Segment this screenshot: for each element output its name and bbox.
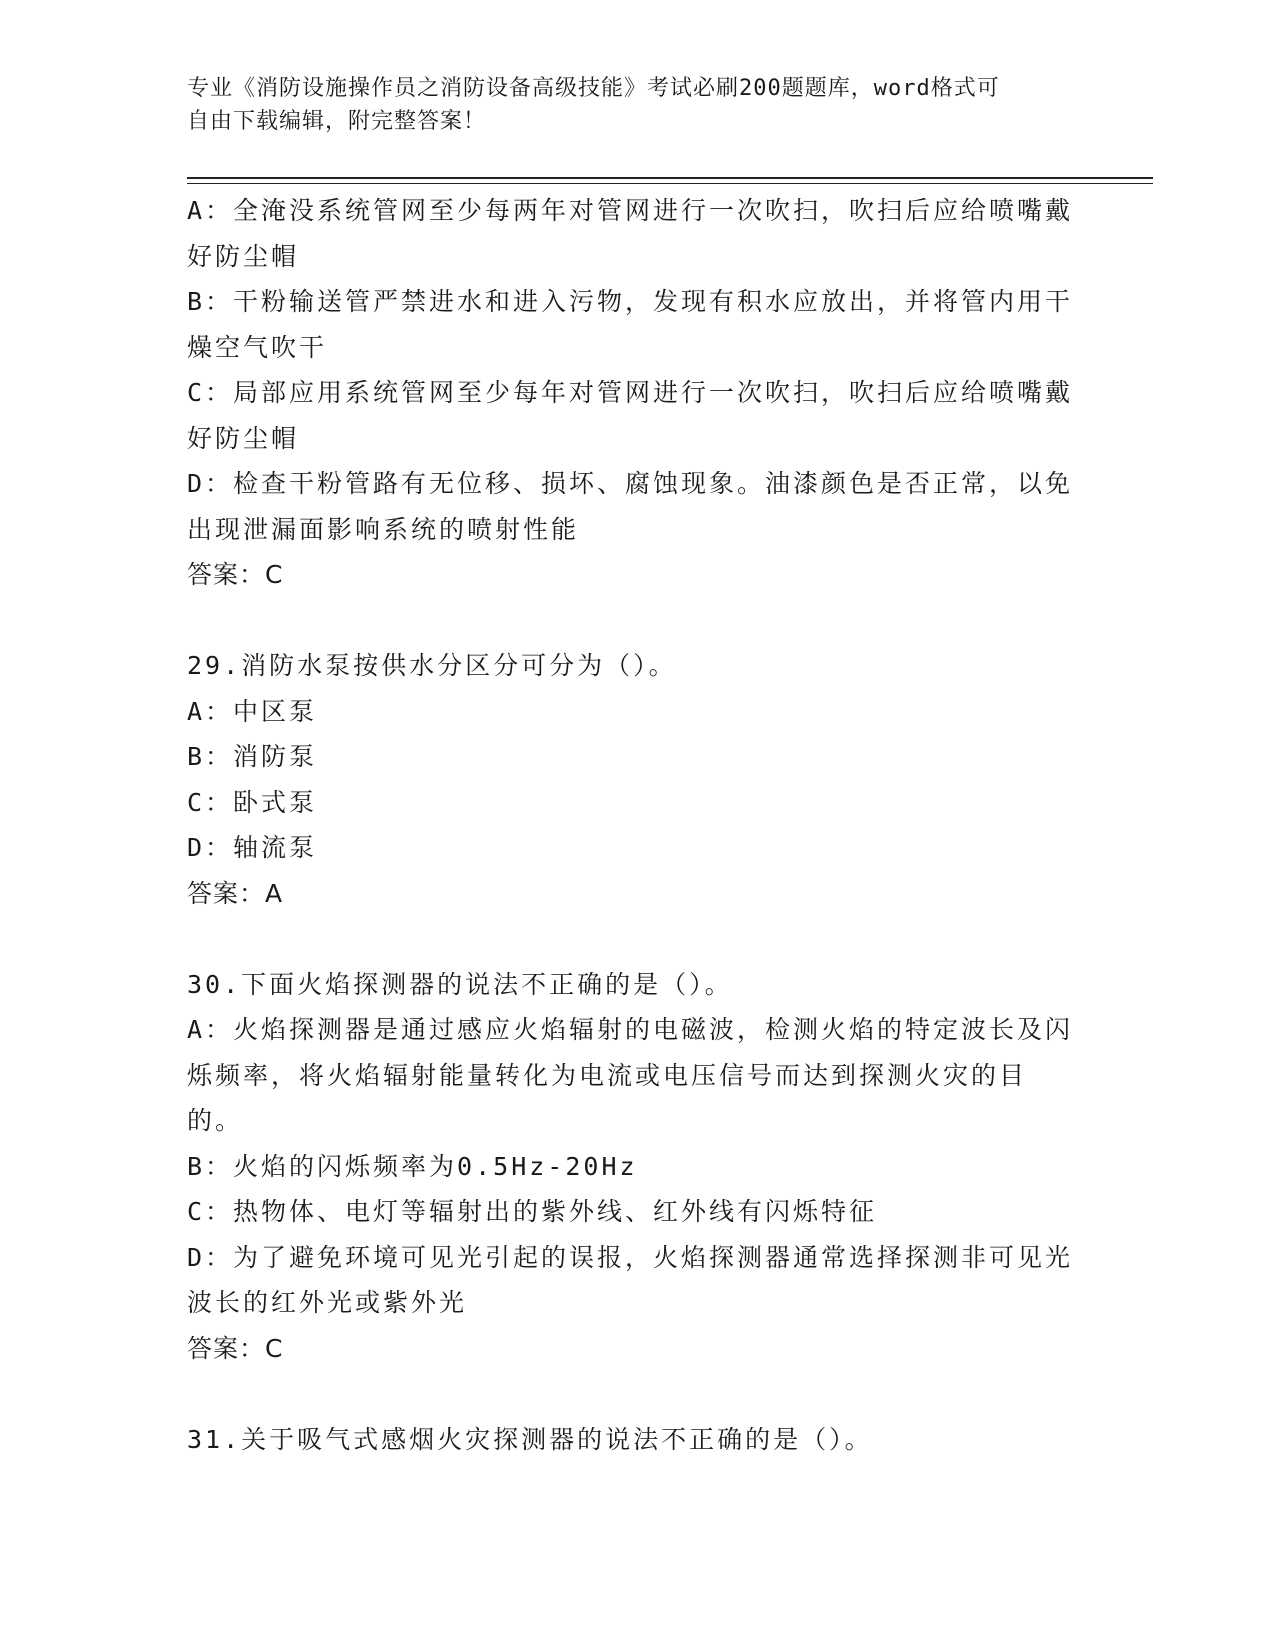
q28-option-a: A：全淹没系统管网至少每两年对管网进行一次吹扫，吹扫后应给喷嘴戴好防尘帽 [187, 196, 1074, 271]
q28-answer: 答案：C [187, 560, 284, 589]
q29-option-d: D：轴流泵 [187, 833, 318, 862]
q29-option-b: B：消防泵 [187, 742, 318, 771]
question-28-block [187, 188, 1077, 598]
q28-option-b: B：干粉输送管严禁进水和进入污物，发现有积水应放出，并将管内用干燥空气吹干 [187, 287, 1074, 362]
q29-option-c: C：卧式泵 [187, 787, 318, 817]
question-31-block [187, 1417, 1077, 1463]
q30-option-b: B：火焰的闪烁频率为0.5Hz-20Hz [187, 1151, 638, 1181]
header-rule-thick [187, 177, 1153, 179]
header-rule-thin [187, 183, 1153, 184]
q28-option-d: D：检查干粉管路有无位移、损坏、腐蚀现象。油漆颜色是否正常，以免出现泄漏面影响系统的喷射性能 [187, 469, 1074, 544]
question-29-block [187, 643, 1077, 916]
spacer [187, 1371, 1077, 1417]
header-line-1: 专业《消防设施操作员之消防设备高级技能》考试必刷200题题库，word格式可 [187, 76, 1000, 101]
question-30-block [187, 962, 1077, 1372]
q30-option-c: C：热物体、电灯等辐射出的紫外线、红外线有闪烁特征 [187, 1197, 878, 1226]
q29-option-a: A：中区泵 [187, 696, 318, 726]
spacer [187, 598, 1077, 644]
q30-option-d: D：为了避免环境可见光引起的误报，火焰探测器通常选择探测非可见光波长的红外光或紫外光 [187, 1242, 1074, 1317]
header-line-2: 自由下载编辑，附完整答案！ [187, 109, 487, 134]
q30-answer: 答案：C [187, 1333, 284, 1363]
q31-question: 31.关于吸气式感烟火灾探测器的说法不正确的是（）。 [187, 1424, 873, 1454]
q29-question: 29.消防水泵按供水分区分可分为（）。 [187, 651, 677, 680]
q29-answer: 答案：A [187, 878, 284, 908]
spacer [187, 916, 1077, 962]
q30-question: 30.下面火焰探测器的说法不正确的是（）。 [187, 969, 733, 999]
page-header [187, 72, 1067, 138]
q28-option-c: C：局部应用系统管网至少每年对管网进行一次吹扫，吹扫后应给喷嘴戴好防尘帽 [187, 378, 1074, 453]
question-content [187, 188, 1077, 1462]
q30-option-a: A：火焰探测器是通过感应火焰辐射的电磁波，检测火焰的特定波长及闪烁频率，将火焰辐射能量转化为电流或电压信号而达到探测火灾的目的。 [187, 1015, 1074, 1135]
